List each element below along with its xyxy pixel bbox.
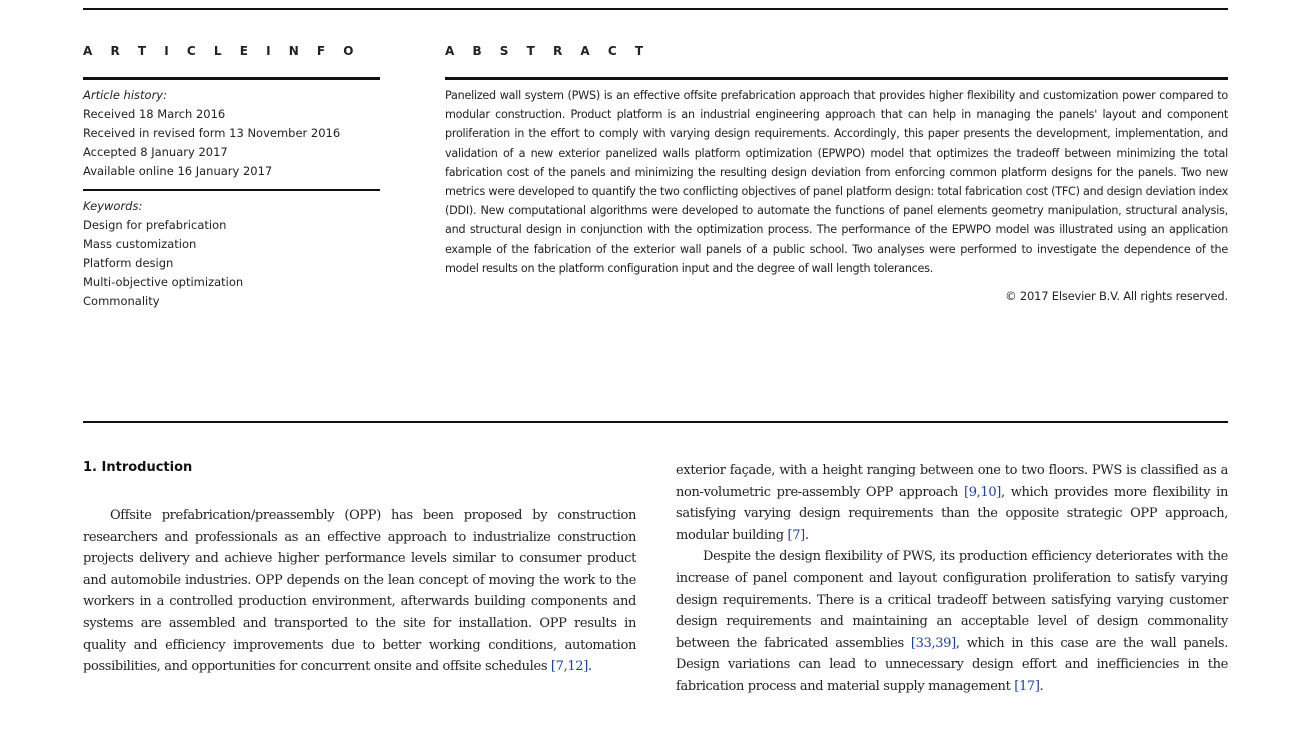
citation-link[interactable]: [7]	[787, 527, 805, 543]
intro-text: .	[1039, 678, 1044, 694]
citation-link[interactable]: [9,10]	[963, 484, 1001, 500]
history-accepted: Accepted 8 January 2017	[83, 145, 228, 159]
history-label: Article history:	[83, 88, 167, 102]
keywords	[83, 191, 380, 319]
keywords-label: Keywords:	[83, 199, 143, 213]
intro-text: exterior façade, with a height ranging between one to two floors. PWS is classified as a non-volumetric pre-assembly OPP approach	[676, 463, 1228, 500]
intro-text: Despite the design flexibility of PWS, its production efficiency deteriorates with the increase of panel component and layout configuration proliferation to satisfy varying design requirements. There is a critical tradeoff between satisfying varying customer design requirements and maintaining an acceptable level of design commonality between the fabricated assemblies	[676, 549, 1228, 651]
intro-paragraph-continued	[676, 460, 1228, 546]
article-info-heading: A R T I C L E I N F O	[83, 44, 361, 58]
abstract-heading: A B S T R A C T	[445, 44, 651, 58]
top-rule	[83, 8, 1228, 10]
keyword-item: Commonality	[83, 294, 160, 308]
citation-link[interactable]: [17]	[1014, 678, 1040, 694]
intro-text: , which provides more flexibility in satisfying varying design requirements than the opposite strategic OPP approach, modular building	[676, 484, 1228, 543]
abstract-column	[445, 77, 1228, 303]
copyright-notice: © 2017 Elsevier B.V. All rights reserved.	[1005, 289, 1228, 304]
introduction-heading: 1. Introduction	[83, 460, 193, 475]
intro-text: Offsite prefabrication/preassembly (OPP) has been proposed by construction researchers and professionals as an effective approach to industrialize construction projects delivery and achieve higher performance levels similar to consumer product and automobile industries. OPP depends on the lean concept of moving the work to the workers in a controlled production environment, afterwards building components and systems are assembled and transported to the site for installation. OPP results in quality and efficiency improvements due to better working conditions, automation possibilities, and opportunities for concurrent onsite and offsite schedules	[83, 508, 636, 675]
introduction-left-column	[83, 460, 636, 678]
intro-text: .	[804, 527, 809, 543]
keyword-item: Design for prefabrication	[83, 218, 227, 232]
abstract-text: Panelized wall system (PWS) is an effective offsite prefabrication approach that provides higher flexibility and customization power compared to modular construction. Product platform is an industrial engineering approach that can help in managing the panels' layout and component proliferation in the effort to comply with varying design requirements. Accordingly, this paper presents the development, implementation, and validation of a new exterior panelized walls platform optimization (EPWPO) model that optimizes the tradeoff between minimizing the total fabrication cost of the panels and minimizing the resulting design deviation from enforcing common platform designs for the panels. Two new metrics were developed to quantify the two conflicting objectives of panel platform design: total fabrication cost (TFC) and design deviation index (DDI). New computational algorithms were developed to automate the functions of panel elements geometry manipulation, structural analysis, and structural design in conjunction with the optimization process. The performance of the EPWPO model was illustrated using an application example of the fabrication of the exterior wall panels of a public school. Two analyses were performed to investigate the dependence of the model results on the platform configuration input and the degree of wall length tolerances.	[445, 89, 1228, 275]
intro-text: , which in this case are the wall panels. Design variations can lead to unnecessary design effort and inefficiencies in the fabrication process and material supply management	[676, 635, 1228, 694]
intro-paragraph	[83, 505, 636, 678]
intro-text-end: .	[587, 659, 592, 675]
introduction-right-column	[676, 460, 1228, 698]
history-received: Received 18 March 2016	[83, 107, 226, 121]
article-info-column	[83, 77, 380, 319]
keyword-item: Multi-objective optimization	[83, 275, 244, 289]
history-revised: Received in revised form 13 November 2016	[83, 126, 341, 140]
citation-link[interactable]: [33,39]	[910, 635, 956, 651]
history-online: Available online 16 January 2017	[83, 164, 273, 178]
section-divider	[83, 421, 1228, 423]
abstract-rule	[445, 77, 1228, 80]
article-history	[83, 80, 380, 189]
intro-paragraph	[676, 546, 1228, 697]
keyword-item: Platform design	[83, 256, 174, 270]
citation-link[interactable]: [7,12]	[550, 659, 588, 675]
keyword-item: Mass customization	[83, 237, 197, 251]
